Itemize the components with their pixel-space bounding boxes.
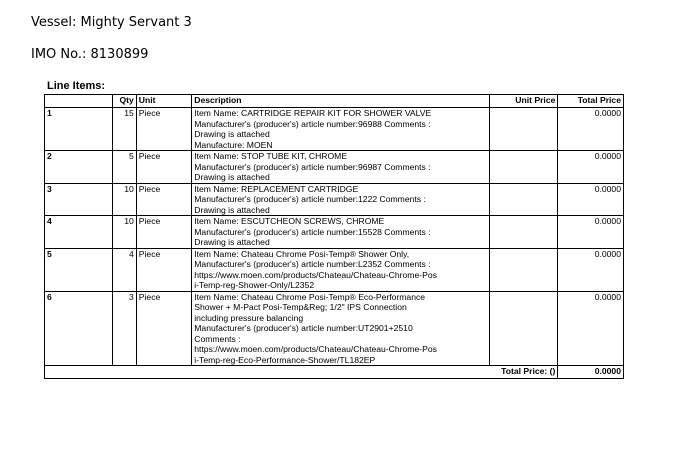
row-total-price: 0.0000 bbox=[558, 291, 624, 366]
row-description bbox=[192, 216, 490, 249]
table-header-row bbox=[45, 95, 624, 108]
table-row bbox=[45, 248, 624, 291]
description-line: https://www.moen.com/products/Chateau/Chateau-Chrome-Pos bbox=[194, 344, 437, 354]
description-line: Manufacturer's (producer's) article number:15528 Comments : bbox=[194, 226, 431, 237]
index-column-header bbox=[45, 95, 113, 108]
description-line: Manufacturer's (producer's) article number:L2352 Comments : bbox=[194, 259, 431, 269]
description-line: Drawing is attached bbox=[194, 172, 270, 182]
total-row bbox=[45, 366, 624, 379]
description-line: Item Name: Chateau Chrome Posi-Temp® Shower Only, bbox=[194, 248, 410, 259]
row-total-price: 0.0000 bbox=[558, 216, 624, 249]
description-line: Item Name: REPLACEMENT CARTRIDGE bbox=[194, 183, 359, 194]
row-unit-price bbox=[489, 248, 558, 291]
description-line: Manufacture: MOEN bbox=[194, 139, 273, 150]
unit-price-column-header: Unit Price bbox=[489, 95, 558, 108]
description-column-header: Description bbox=[192, 95, 490, 108]
row-description bbox=[192, 291, 490, 366]
row-qty: 5 bbox=[112, 151, 136, 184]
description-line: Manufacturer's (producer's) article number:1222 Comments : bbox=[194, 194, 426, 204]
row-qty: 10 bbox=[112, 216, 136, 249]
imo-number: IMO No.: 8130899 bbox=[31, 47, 149, 62]
row-index: 6 bbox=[45, 291, 113, 366]
row-qty: 10 bbox=[112, 183, 136, 216]
description-line: Comments : bbox=[194, 333, 241, 344]
description-line: Drawing is attached bbox=[194, 237, 270, 247]
description-line: Manufacturer's (producer's) article number:UT2901+2510 bbox=[194, 323, 413, 333]
row-unit: Piece bbox=[136, 108, 191, 151]
row-description bbox=[192, 108, 490, 151]
line-items-table bbox=[44, 94, 624, 379]
description-line: i-Temp-reg-Eco-Performance-Shower/TL182EP bbox=[194, 354, 376, 365]
table-row bbox=[45, 216, 624, 249]
row-unit: Piece bbox=[136, 291, 191, 366]
description-line: Manufacturer's (producer's) article number:96988 Comments : bbox=[194, 118, 431, 129]
description-line: Item Name: STOP TUBE KIT, CHROME bbox=[194, 151, 348, 161]
total-value: 0.0000 bbox=[558, 366, 624, 379]
row-unit-price bbox=[489, 151, 558, 184]
table-row bbox=[45, 108, 624, 151]
description-line: Item Name: ESCUTCHEON SCREWS, CHROME bbox=[194, 216, 385, 226]
total-price-column-header: Total Price bbox=[558, 95, 624, 108]
description-line: https://www.moen.com/products/Chateau/Chateau-Chrome-Pos bbox=[194, 269, 437, 280]
row-description bbox=[192, 183, 490, 216]
row-description bbox=[192, 248, 490, 291]
row-unit-price bbox=[489, 108, 558, 151]
row-unit: Piece bbox=[136, 216, 191, 249]
row-unit: Piece bbox=[136, 248, 191, 291]
line-items-body bbox=[45, 108, 624, 366]
unit-column-header: Unit bbox=[136, 95, 191, 108]
row-unit-price bbox=[489, 291, 558, 366]
qty-column-header: Qty bbox=[112, 95, 136, 108]
table-row bbox=[45, 151, 624, 184]
table-row bbox=[45, 291, 624, 366]
row-unit-price bbox=[489, 183, 558, 216]
row-total-price: 0.0000 bbox=[558, 108, 624, 151]
description-line: including pressure balancing bbox=[194, 312, 304, 323]
row-qty: 3 bbox=[112, 291, 136, 366]
row-total-price: 0.0000 bbox=[558, 151, 624, 184]
row-total-price: 0.0000 bbox=[558, 183, 624, 216]
line-items-title: Line Items: bbox=[47, 80, 106, 92]
row-qty: 15 bbox=[112, 108, 136, 151]
total-label: Total Price: () bbox=[45, 366, 558, 379]
description-line: Manufacturer's (producer's) article number:96987 Comments : bbox=[194, 161, 431, 172]
row-index: 2 bbox=[45, 151, 113, 184]
row-index: 4 bbox=[45, 216, 113, 249]
row-index: 5 bbox=[45, 248, 113, 291]
description-line: Shower + M-Pact Posi-Temp&Reg; 1/2" IPS Connection bbox=[194, 302, 407, 312]
row-total-price: 0.0000 bbox=[558, 248, 624, 291]
row-unit: Piece bbox=[136, 151, 191, 184]
description-line: Item Name: CARTRIDGE REPAIR KIT FOR SHOWER VALVE bbox=[194, 108, 432, 118]
vessel-name: Vessel: Mighty Servant 3 bbox=[31, 15, 192, 30]
row-unit: Piece bbox=[136, 183, 191, 216]
row-index: 3 bbox=[45, 183, 113, 216]
row-description bbox=[192, 151, 490, 184]
description-line: Drawing is attached bbox=[194, 129, 270, 139]
description-line: i-Temp-reg-Shower-Only/L2352 bbox=[194, 280, 315, 290]
description-line: Item Name: Chateau Chrome Posi-Temp® Eco-Performance bbox=[194, 291, 426, 302]
table-row bbox=[45, 183, 624, 216]
row-index: 1 bbox=[45, 108, 113, 151]
row-qty: 4 bbox=[112, 248, 136, 291]
row-unit-price bbox=[489, 216, 558, 249]
description-line: Drawing is attached bbox=[194, 204, 270, 215]
